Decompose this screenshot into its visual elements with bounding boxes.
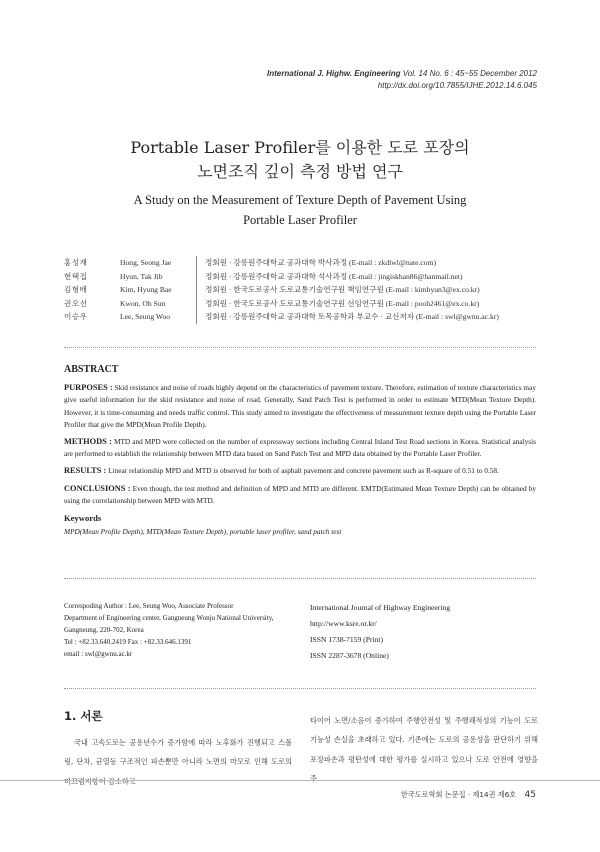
author-divider xyxy=(196,256,197,270)
results-text: Linear relationship MPD and MTD is observed for both of asphalt pavement and concrete pavement such as R-square of 0.51 to 0.58. xyxy=(108,466,499,476)
methods-text: MTD and MPD were collected on the number of expressway sections including Central Inland Test Road sections in Korea. Statistical analysis are performed to establish the relationship between MTD data based on Sand Patch Test and MPD data obtained by the Portable Laser Profiler. xyxy=(64,437,536,459)
english-title xyxy=(0,190,600,230)
author-divider xyxy=(196,310,197,324)
author-affiliation: 정회원 · 한국도로공사 도로교통기술연구원 선임연구원 (E-mail : pooh2461@ex.co.kr) xyxy=(205,298,480,308)
corr-email[interactable]: email : swl@gwnu.ac.kr xyxy=(64,650,133,658)
author-affiliation: 정회원 · 강릉원주대학교 공과대학 박사과정 (E-mail : zkdlwl@nate.com) xyxy=(205,258,436,268)
author-row xyxy=(64,297,544,311)
corr-address: Gangneung, 220-702, Korea xyxy=(64,626,144,634)
purposes-label: PURPOSES : xyxy=(64,383,113,393)
author-name-ko: 이승우 xyxy=(64,312,88,322)
author-row xyxy=(64,283,544,297)
journal-citation xyxy=(267,68,537,80)
journal-header xyxy=(267,68,537,92)
conclusions-label: CONCLUSIONS : xyxy=(64,483,131,493)
author-name-en: Hong, Seong Jae xyxy=(120,258,172,268)
journal-url[interactable]: http://www.ksre.or.kr/ xyxy=(310,619,377,628)
journal-name: International J. Highw. Engineering xyxy=(267,69,401,78)
abstract-methods xyxy=(64,436,536,460)
english-title-line1: A Study on the Measurement of Texture Depth of Pavement Using xyxy=(133,193,467,207)
author-name-en: Lee, Seung Woo xyxy=(120,312,171,322)
corr-department: Department of Engineering center, Gangneung Wonju National University, xyxy=(64,614,274,622)
issn-online: ISSN 2287-3678 (Online) xyxy=(310,651,389,660)
section-title: 1. 서론 xyxy=(64,709,103,723)
author-divider xyxy=(196,283,197,297)
page-number: 45 xyxy=(524,790,536,800)
body-paragraph: 타이어 노면/소음이 증가하여 주행안전성 및 주행쾌적성의 기능이 도로 기능성 손실을 초래하고 있다. 기존에는 도로의 공용성을 판단하기 위해 포장파손과 평탄성에 대한 평가를 실시하고 있으나 도로 안전에 영향을 주 xyxy=(310,716,538,784)
keywords-text: MPD(Mean Profile Depth), MTD(Mean Texture Depth), portable laser profiler, sand patch test xyxy=(64,527,342,537)
footer-divider xyxy=(0,780,600,781)
results-label: RESULTS : xyxy=(64,466,107,476)
keywords-heading: Keywords xyxy=(64,513,102,524)
korean-title xyxy=(0,136,600,184)
journal-full-name: International Journal of Highway Engineering xyxy=(310,603,451,612)
footer-journal-label: 한국도로학회 논문집 · 제14권 제6호 xyxy=(400,790,517,799)
english-title-line2: Portable Laser Profiler xyxy=(243,213,357,227)
author-name-en: Kwon, Oh Sun xyxy=(120,298,166,308)
abstract-purposes xyxy=(64,382,536,431)
korean-title-line2: 노면조직 깊이 측정 방법 연구 xyxy=(197,162,403,181)
body-paragraph: 국내 고속도로는 공용년수가 증가함에 따라 노후화가 진행되고 스폴링, 단차, 균열등 구조적인 파손뿐만 아니라 노면의 마모로 인해 도로의 미끄럼저항이 감소하고 xyxy=(64,738,292,786)
abstract-heading: ABSTRACT xyxy=(64,364,119,375)
purposes-text: Skid resistance and noise of roads highly depend on the characteristics of pavement texture. Therefore, estimation of texture characteristics may give useful information for the skid resistance and noise of road. Generally, Sand Patch Test is performed in order to estimate MTD(Mean Texture Depth). However, it is time-consuming and needs traffic control. This study aimed to investigate the effectiveness of measurement texture depth using the Portable Laser Profiler that give the MPD(Mean Profile Depth). xyxy=(64,383,536,429)
author-divider xyxy=(196,297,197,311)
journal-info-block xyxy=(310,600,540,664)
body-column-left xyxy=(64,708,292,791)
corr-phone: Tel : +82.33.640.2419 Fax : +82.33.646.1391 xyxy=(64,638,192,646)
author-affiliation: 정회원 · 강릉원주대학교 공과대학 석사과정 (E-mail : jingiskhan86@hanmail.net) xyxy=(205,271,463,281)
journal-volume: Vol. 14 No. 6 : 45~55 December 2012 xyxy=(402,69,537,78)
abstract-conclusions xyxy=(64,483,536,507)
author-row xyxy=(64,310,544,324)
dotted-divider xyxy=(64,578,536,579)
doi-link[interactable]: http://dx.doi.org/10.7855/IJHE.2012.14.6.045 xyxy=(377,81,537,90)
author-name-en: Hyun, Tak Jib xyxy=(120,271,163,281)
correspondence-block xyxy=(64,600,284,660)
dotted-divider xyxy=(64,347,536,348)
author-name-ko: 김형배 xyxy=(64,285,88,295)
abstract-section xyxy=(64,364,536,538)
corr-author: Correspoding Author : Lee, Seung Woo, Associate Professor xyxy=(64,602,234,610)
author-affiliation: 정회원 · 강릉원주대학교 공과대학 토목공학과 부교수 · 교신저자 (E-mail : swl@gwnu.ac.kr) xyxy=(205,312,499,322)
methods-label: METHODS : xyxy=(64,437,112,447)
author-divider xyxy=(196,270,197,284)
abstract-results xyxy=(64,465,536,477)
dotted-divider xyxy=(64,688,536,689)
page-footer xyxy=(401,790,536,800)
author-name-ko: 현택집 xyxy=(64,271,88,281)
author-row xyxy=(64,270,544,284)
author-row xyxy=(64,256,544,270)
issn-print: ISSN 1738-7159 (Print) xyxy=(310,635,383,644)
korean-title-line1: Portable Laser Profiler를 이용한 도로 포장의 xyxy=(130,138,470,157)
author-name-en: Kim, Hyung Bae xyxy=(120,285,172,295)
body-column-right xyxy=(310,711,538,789)
author-affiliation: 정회원 · 한국도로공사 도로교통기술연구원 책임연구원 (E-mail : kimhyun3@ex.co.kr) xyxy=(205,285,480,295)
author-list xyxy=(64,256,544,324)
author-name-ko: 권오선 xyxy=(64,298,88,308)
author-name-ko: 홍성재 xyxy=(64,258,88,268)
conclusions-text: Even though, the test method and definition of MPD and MTD are different. EMTD(Estimated Mean Texture Depth) can be obtained by using the correlationship between MPD with MTD. xyxy=(64,483,536,505)
